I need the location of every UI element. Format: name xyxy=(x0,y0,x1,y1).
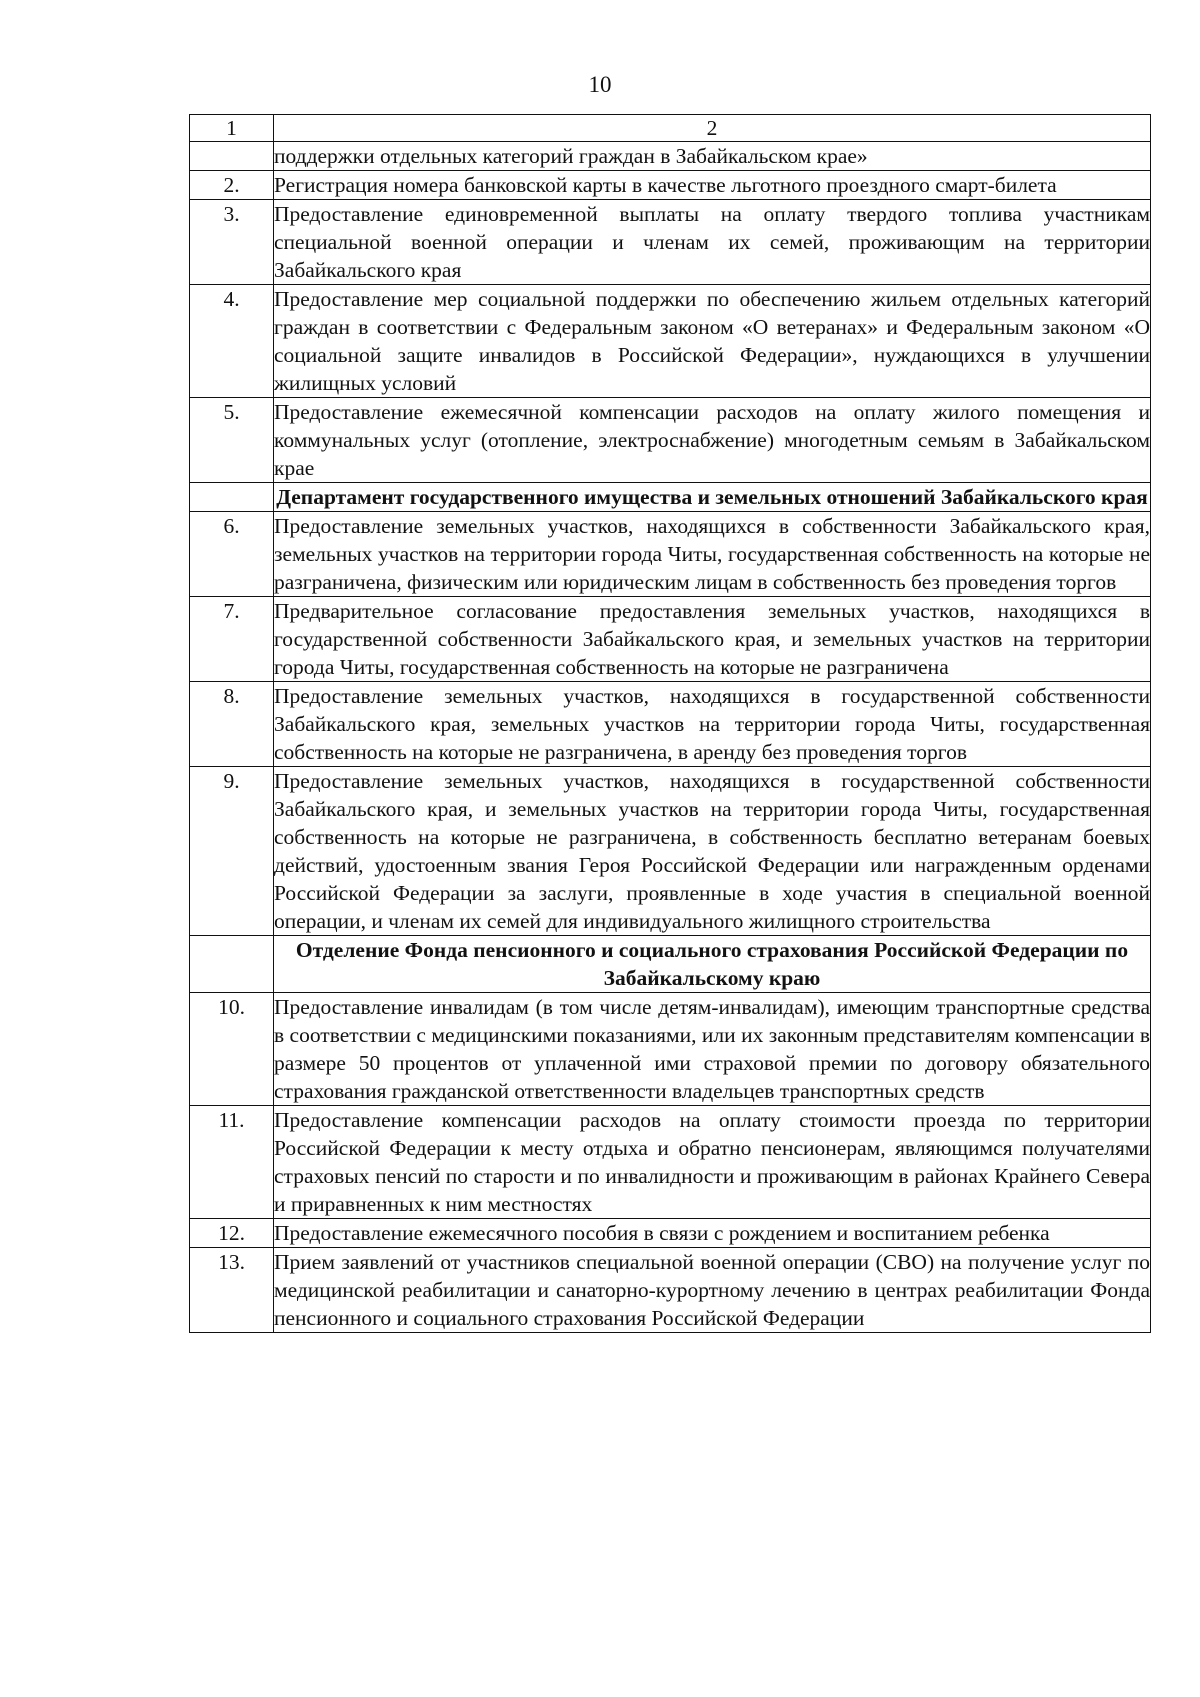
row-number: 10. xyxy=(190,993,274,1106)
section-title: Отделение Фонда пенсионного и социального страхования Российской Федерации по Забайкальскому краю xyxy=(274,936,1151,993)
table-row xyxy=(190,682,1151,767)
row-number xyxy=(190,936,274,993)
table-row xyxy=(190,597,1151,682)
service-description: Предоставление ежемесячного пособия в связи с рождением и воспитанием ребенка xyxy=(274,1219,1151,1248)
row-number: 9. xyxy=(190,767,274,936)
table-header-row xyxy=(190,115,1151,142)
table-row xyxy=(190,142,1151,171)
row-number: 8. xyxy=(190,682,274,767)
column-header-1: 1 xyxy=(190,115,274,142)
row-number: 3. xyxy=(190,200,274,285)
table-row xyxy=(190,285,1151,398)
row-number: 13. xyxy=(190,1248,274,1333)
table-row xyxy=(190,1219,1151,1248)
page-number: 10 xyxy=(588,72,612,97)
section-title: Департамент государственного имущества и земельных отношений Забайкальского края xyxy=(274,483,1151,512)
service-description: Предоставление земельных участков, находящихся в собственности Забайкальского края, земельных участков на территории города Читы, государственная собственность на которые не разграничена, физическим или юридическим лицам в собственность без проведения торгов xyxy=(274,512,1151,597)
service-description: Предоставление единовременной выплаты на оплату твердого топлива участникам специальной военной операции и членам их семей, проживающим на территории Забайкальского края xyxy=(274,200,1151,285)
row-number: 7. xyxy=(190,597,274,682)
row-number: 2. xyxy=(190,171,274,200)
table-row xyxy=(190,398,1151,483)
service-description: Предоставление мер социальной поддержки по обеспечению жильем отдельных категорий граждан в соответствии с Федеральным законом «О ветеранах» и Федеральным законом «О социальной защите инвалидов в Российской Федерации», нуждающихся в улучшении жилищных условий xyxy=(274,285,1151,398)
service-description: Прием заявлений от участников специальной военной операции (СВО) на получение услуг по медицинской реабилитации и санаторно-курортному лечению в центрах реабилитации Фонда пенсионного и социального страхования Российской Федерации xyxy=(274,1248,1151,1333)
table-row xyxy=(190,1106,1151,1219)
service-description: Предоставление ежемесячной компенсации расходов на оплату жилого помещения и коммунальных услуг (отопление, электроснабжение) многодетным семьям в Забайкальском крае xyxy=(274,398,1151,483)
table-row xyxy=(190,993,1151,1106)
service-description: Предоставление инвалидам (в том числе детям-инвалидам), имеющим транспортные средства в соответствии с медицинскими показаниями, или их законным представителям компенсации в размере 50 процентов от уплаченной ими страховой премии по договору обязательного страхования гражданской ответственности владельцев транспортных средств xyxy=(274,993,1151,1106)
service-description: Предоставление земельных участков, находящихся в государственной собственности Забайкальского края, земельных участков на территории города Читы, государственная собственность на которые не разграничена, в аренду без проведения торгов xyxy=(274,682,1151,767)
table-row xyxy=(190,171,1151,200)
service-description: Предоставление земельных участков, находящихся в государственной собственности Забайкальского края, и земельных участков на территории города Читы, государственная собственность на которые не разграничена, в собственность бесплатно ветеранам боевых действий, удостоенным звания Героя Российской Федерации или награжденным орденами Российской Федерации за заслуги, проявленные в ходе участия в специальной военной операции, и членам их семей для индивидуального жилищного строительства xyxy=(274,767,1151,936)
section-header-row xyxy=(190,483,1151,512)
row-number: 6. xyxy=(190,512,274,597)
service-description: Предварительное согласование предоставления земельных участков, находящихся в государственной собственности Забайкальского края, и земельных участков на территории города Читы, государственная собственность на которые не разграничена xyxy=(274,597,1151,682)
service-description: Предоставление компенсации расходов на оплату стоимости проезда по территории Российской Федерации к месту отдыха и обратно пенсионерам, являющимся получателями страховых пенсий по старости и по инвалидности и проживающим в районах Крайнего Севера и приравненных к ним местностях xyxy=(274,1106,1151,1219)
service-description: поддержки отдельных категорий граждан в Забайкальском крае» xyxy=(274,142,1151,171)
row-number: 12. xyxy=(190,1219,274,1248)
row-number: 5. xyxy=(190,398,274,483)
row-number xyxy=(190,142,274,171)
table-row xyxy=(190,767,1151,936)
row-number: 11. xyxy=(190,1106,274,1219)
section-header-row xyxy=(190,936,1151,993)
service-description: Регистрация номера банковской карты в качестве льготного проездного смарт-билета xyxy=(274,171,1151,200)
table-row xyxy=(190,512,1151,597)
row-number: 4. xyxy=(190,285,274,398)
row-number xyxy=(190,483,274,512)
column-header-2: 2 xyxy=(274,115,1151,142)
table-row xyxy=(190,200,1151,285)
table-row xyxy=(190,1248,1151,1333)
services-table xyxy=(189,114,1151,1333)
